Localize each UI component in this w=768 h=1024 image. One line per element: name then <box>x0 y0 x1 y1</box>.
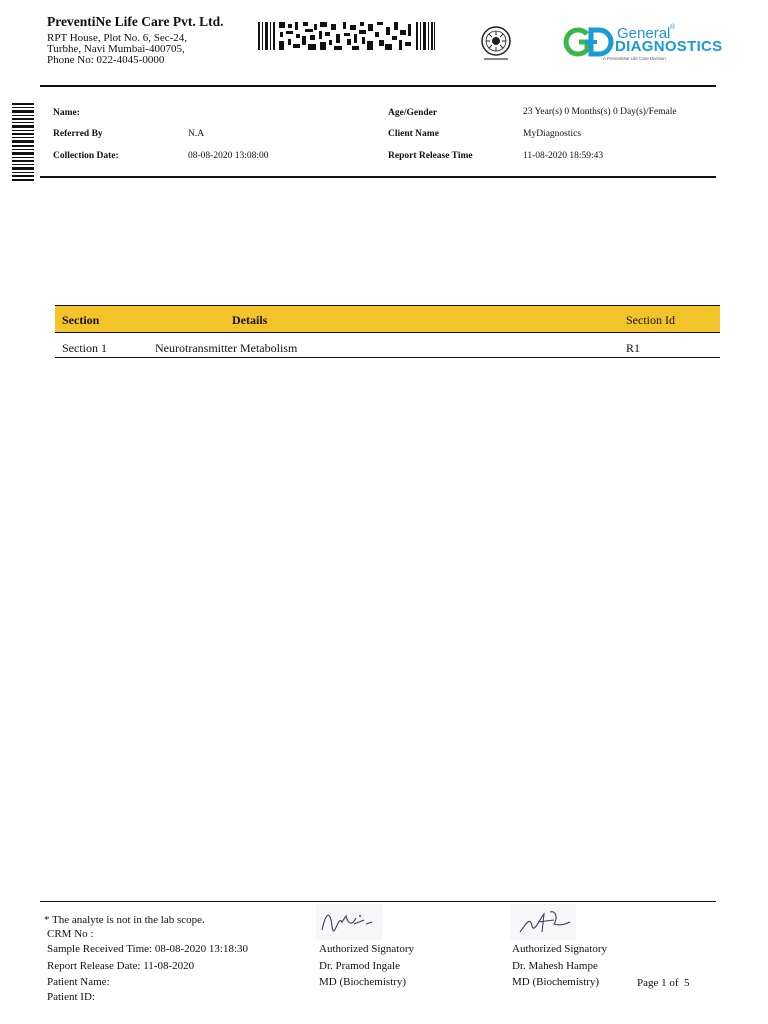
signature-pramod-ingale-icon <box>316 904 382 940</box>
patient-info-divider <box>40 176 716 178</box>
side-barcode-icon <box>12 103 34 181</box>
header-details: Details <box>232 313 268 327</box>
section-table-header <box>55 305 720 333</box>
signatory-1-degree: MD (Biochemistry) <box>319 976 407 988</box>
signature-mahesh-hampe-icon <box>510 904 576 940</box>
signatory-2-title: Authorized Signatory <box>512 943 608 955</box>
table-bottom-border <box>55 357 720 358</box>
logo-tagline: A PreventiNe Life Care Division <box>603 56 666 61</box>
header-section-id: Section Id <box>626 313 675 327</box>
patient-name: Patient Name: <box>47 976 110 988</box>
report-release-label: Report Release Time <box>388 151 473 161</box>
referred-by-label: Referred By <box>53 129 103 139</box>
age-gender-label: Age/Gender <box>388 108 438 118</box>
referred-by-value: N.A <box>188 129 205 139</box>
collection-date-value: 08-08-2020 13:08:00 <box>188 151 269 161</box>
sample-received-time: Sample Received Time: 08-08-2020 13:18:30 <box>47 943 249 955</box>
gd-logo-icon <box>563 26 615 58</box>
signatory-1-title: Authorized Signatory <box>319 943 415 955</box>
lab-scope-note: * The analyte is not in the lab scope. <box>44 914 205 926</box>
crm-number: CRM No : <box>47 928 94 940</box>
company-name: PreventiNe Life Care Pvt. Ltd. <box>47 14 224 29</box>
cell-section-id: R1 <box>626 341 641 355</box>
footer-divider <box>40 901 716 902</box>
registered-mark-icon: ® <box>670 24 676 31</box>
client-name-value: MyDiagnostics <box>523 129 582 139</box>
age-gender-value: 23 Year(s) 0 Months(s) 0 Day(s)/Female <box>523 107 677 117</box>
report-release-value: 11-08-2020 18:59:43 <box>523 151 604 161</box>
barcode-qr-icon <box>258 22 436 50</box>
cell-section: Section 1 <box>62 341 107 355</box>
name-label: Name: <box>53 108 80 118</box>
logo-text-diagnostics: DIAGNOSTICS <box>615 38 723 55</box>
address-line-2: Turbhe, Navi Mumbai-400705, <box>47 43 185 55</box>
address-line-1: RPT House, Plot No. 6, Sec-24, <box>47 32 188 44</box>
signatory-2-degree: MD (Biochemistry) <box>512 976 600 988</box>
signatory-1-name: Dr. Pramod Ingale <box>319 960 400 972</box>
page-number: Page 1 of 5 <box>637 977 690 989</box>
cell-details: Neurotransmitter Metabolism <box>155 341 298 355</box>
general-diagnostics-logo <box>563 24 723 64</box>
logo-text-general: General <box>617 25 671 42</box>
header-section: Section <box>62 313 100 327</box>
signatory-2-name: Dr. Mahesh Hampe <box>512 960 598 972</box>
collection-date-label: Collection Date: <box>53 151 119 161</box>
accreditation-seal-icon <box>478 24 514 64</box>
phone-number: Phone No: 022-4045-0000 <box>47 54 165 66</box>
patient-id: Patient ID: <box>47 991 95 1003</box>
client-name-label: Client Name <box>388 129 439 139</box>
header-divider <box>40 85 716 87</box>
report-release-date: Report Release Date: 11-08-2020 <box>47 960 195 972</box>
